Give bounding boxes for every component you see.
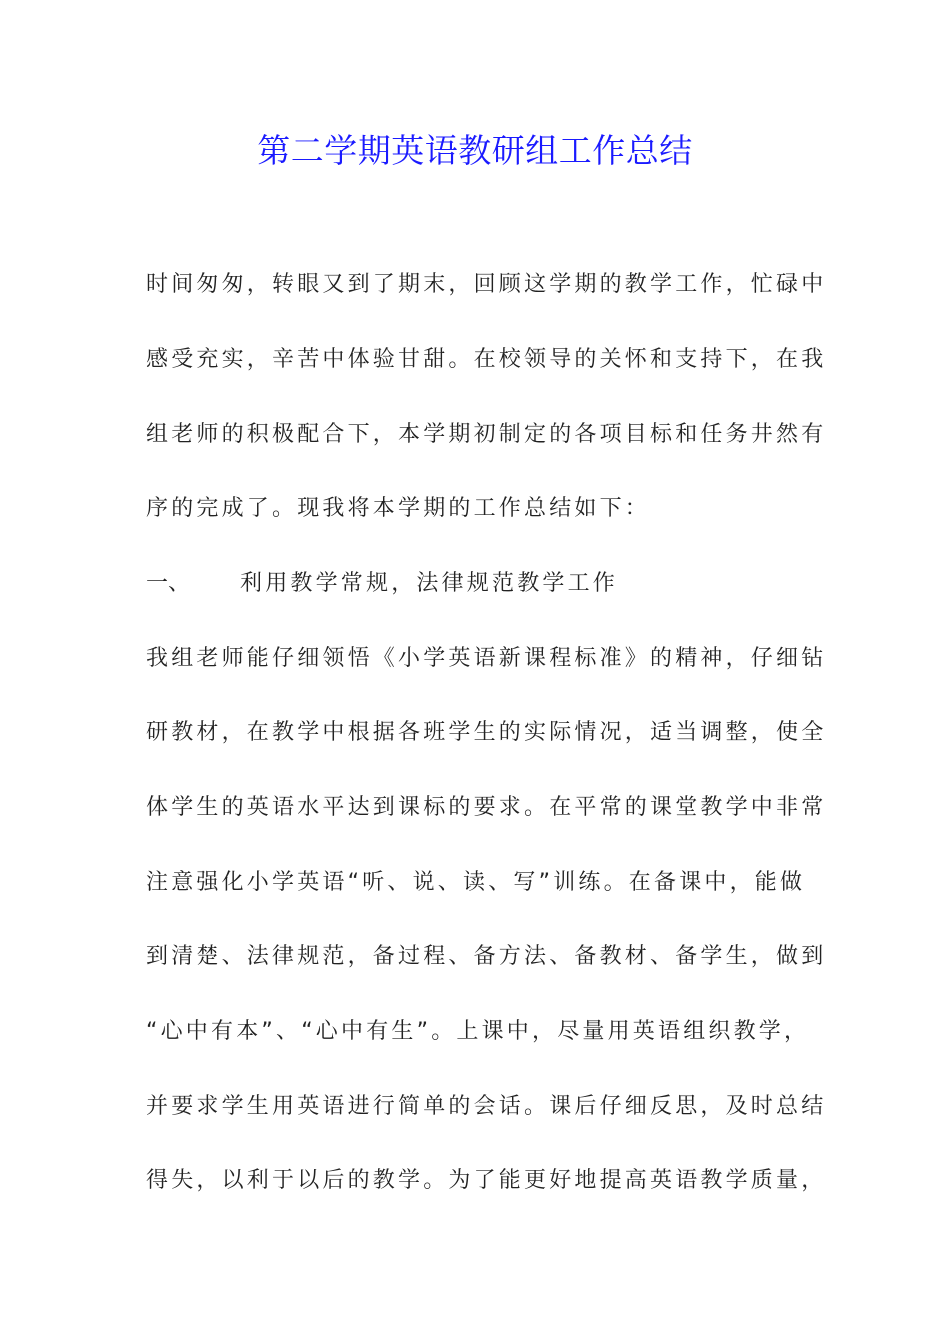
document-title: 第二学期英语教研组工作总结 (257, 131, 693, 170)
paragraph-line: 并要求学生用英语进行简单的会话。课后仔细反思，及时总结 (146, 1094, 827, 1119)
paragraph-line: “心中有本”、“心中有生”。上课中，尽量用英语组织教学， (146, 1019, 810, 1044)
paragraph-line: 组老师的积极配合下，本学期初制定的各项目标和任务井然有 (146, 422, 827, 447)
paragraph-line: 时间匆匆，转眼又到了期末，回顾这学期的教学工作，忙碌中 (146, 272, 827, 297)
paragraph-line: 到清楚、法律规范，备过程、备方法、备教材、备学生，做到 (146, 944, 827, 969)
paragraph-line: 我组老师能仔细领悟《小学英语新课程标准》的精神，仔细钻 (146, 646, 827, 671)
paragraph-line: 研教材，在教学中根据各班学生的实际情况，适当调整，使全 (146, 720, 827, 745)
section-number: 一、 (146, 571, 191, 596)
paragraph-line: 感受充实，辛苦中体验甘甜。在校领导的关怀和支持下，在我 (146, 347, 827, 372)
paragraph-line: 注意强化小学英语“听、说、读、写”训练。在备课中，能做 (146, 870, 806, 895)
paragraph-line: 得失，以利于以后的教学。为了能更好地提高英语教学质量， (146, 1168, 827, 1193)
paragraph-line: 体学生的英语水平达到课标的要求。在平常的课堂教学中非常 (146, 795, 827, 820)
section-heading: 利用教学常规，法律规范教学工作 (240, 571, 619, 596)
paragraph-line: 序的完成了。现我将本学期的工作总结如下： (146, 496, 651, 521)
